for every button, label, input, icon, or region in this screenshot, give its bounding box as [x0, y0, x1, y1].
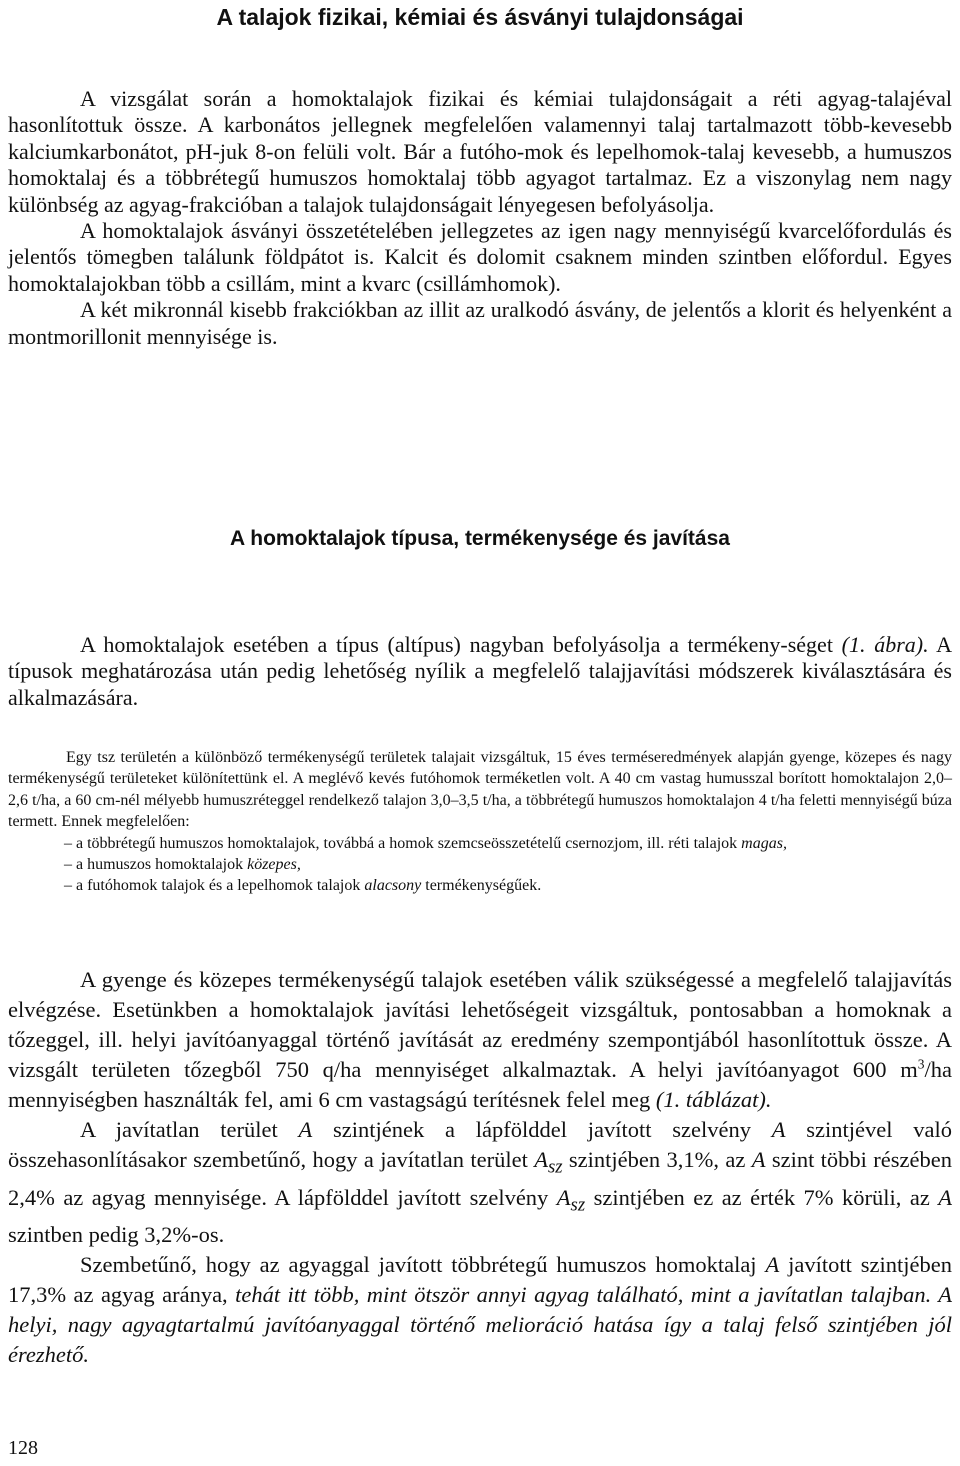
paragraph-clay-fraction: A két mikronnál kisebb frakciókban az illit az uralkodó ásvány, de jelentős a klorit és helyenként a montmorillonit mennyisége is. — [8, 297, 952, 349]
section-improvement — [8, 965, 952, 1370]
note-paragraph: Egy tsz területén a különböző termékenységű területek talajait vizsgáltuk, 15 éves terméseredmények alapján gyenge, közepes és nagy termékenységű területeket különítettünk el. A meglévő kevés futóhomok terméketlen volt. A 40 cm vastag humusszal borított homoktalajon 2,0–2,6 t/ha, a 60 cm-nél mélyebb humuszréteggel rendelkező talajon 3,0–3,5 t/ha, a többrétegű humuszos homoktalajon 4 t/ha feletti mennyiségű búza termett. Ennek megfelelően: — [8, 749, 952, 831]
paragraph-clay-comparison: A javítatlan terület A szintjének a lápfölddel javított szelvény A szintjével való összehasonlításakor szembetűnő, hogy a javítatlan terület $A_{sz}$ szintjében 3,1%, az A szint többi részében 2,4% az agyag mennyisége. A lápfölddel javított szelvény $A_{sz}$ szintjében ez az érték 7% körüli, az A szintben pedig 3,2%-os. — [8, 1117, 953, 1247]
paragraph-physical-chemical: A vizsgálat során a homoktalajok fizikai és kémiai tulajdonságait a réti agyag-talajéval hasonlítottuk össze. A karbonátos jellegnek megfelelően valamennyi talaj tartalmazott több-kevesebb kalciumkarbonátot, pH-juk 8-on felüli volt. Bár a futóho-mok és lepelhomok-talaj kevesebb, a humuszos homoktalaj és a többrétegű humuszos homoktalaj több agyagot tartalmaz. Ez a viszonylag nem nagy különbség az agyag-frakcióban a talajok tulajdonságait lényegesen befolyásolja. — [8, 86, 952, 217]
paragraph-type-fertility: A homoktalajok esetében a típus (altípus) nagyban befolyásolja a termékeny-séget (1. ábra). A típusok meghatározása után pedig lehetőség nyílik a megfelelő talajjavítási módszerek kiválasztására és alkalmazására. — [8, 632, 952, 710]
page-title: A talajok fizikai, kémiai és ásványi tulajdonságai — [216, 4, 744, 30]
note-list-item: – a futóhomok talajok és a lepelhomok talajok alacsony termékenységűek. — [64, 877, 542, 895]
paragraph-mineral-composition: A homoktalajok ásványi összetételében jellegzetes az igen nagy mennyiségű kvarcelőfordulás és jelentős tömegben találunk földpátot is. Kalcit és dolomit csaknem minden szintben előfordul. Egyes homoktalajokban több a csillám, mint a kvarc (csillámhomok). — [8, 218, 952, 296]
paragraph-improvement: A gyenge és közepes termékenységű talajok esetében válik szükségessé a megfelelő talajjavítás elvégzése. Esetünkben a homoktalajok javítási lehetőségeit vizsgáltuk, pontosabban a homoknak a tőzeggel, ill. helyi javítóanyaggal történő javítását az eredmény szempontjából hasonlítottuk össze. A vizsgált területen tőzegből 750 q/ha mennyiséget alkalmaztak. A helyi javítóanyagot 600 $m^3/ha$ mennyiségben használták fel, ami 6 cm vastagságú terítésnek felel meg (1. táblázat). — [8, 967, 952, 1112]
section-heading: A homoktalajok típusa, termékenysége és javítása — [230, 527, 730, 550]
small-print-note — [8, 747, 952, 897]
section-properties — [8, 86, 952, 350]
note-list-item: – a humuszos homoktalajok közepes, — [64, 856, 301, 874]
figure-reference: (1. ábra). — [841, 632, 929, 657]
page-number: 128 — [8, 1437, 38, 1459]
table-reference: (1. táblázat). — [655, 1087, 772, 1112]
paragraph-clay-ratio: Szembetűnő, hogy az agyaggal javított többrétegű humuszos homoktalaj A javított szintjében 17,3% az agyag aránya, tehát itt több, mint ötször annyi agyag található, mint a javítatlan talajban. A helyi, nagy agyagtartalmú javítóanyaggal történő melioráció hatása így a talaj felső szintjében jól érezhető. — [8, 1252, 952, 1367]
section-types — [8, 632, 952, 711]
note-list-item: – a többrétegű humuszos homoktalajok, továbbá a homok szemcseösszetételű csernozjom, ill. réti talajok magas, — [64, 834, 787, 852]
